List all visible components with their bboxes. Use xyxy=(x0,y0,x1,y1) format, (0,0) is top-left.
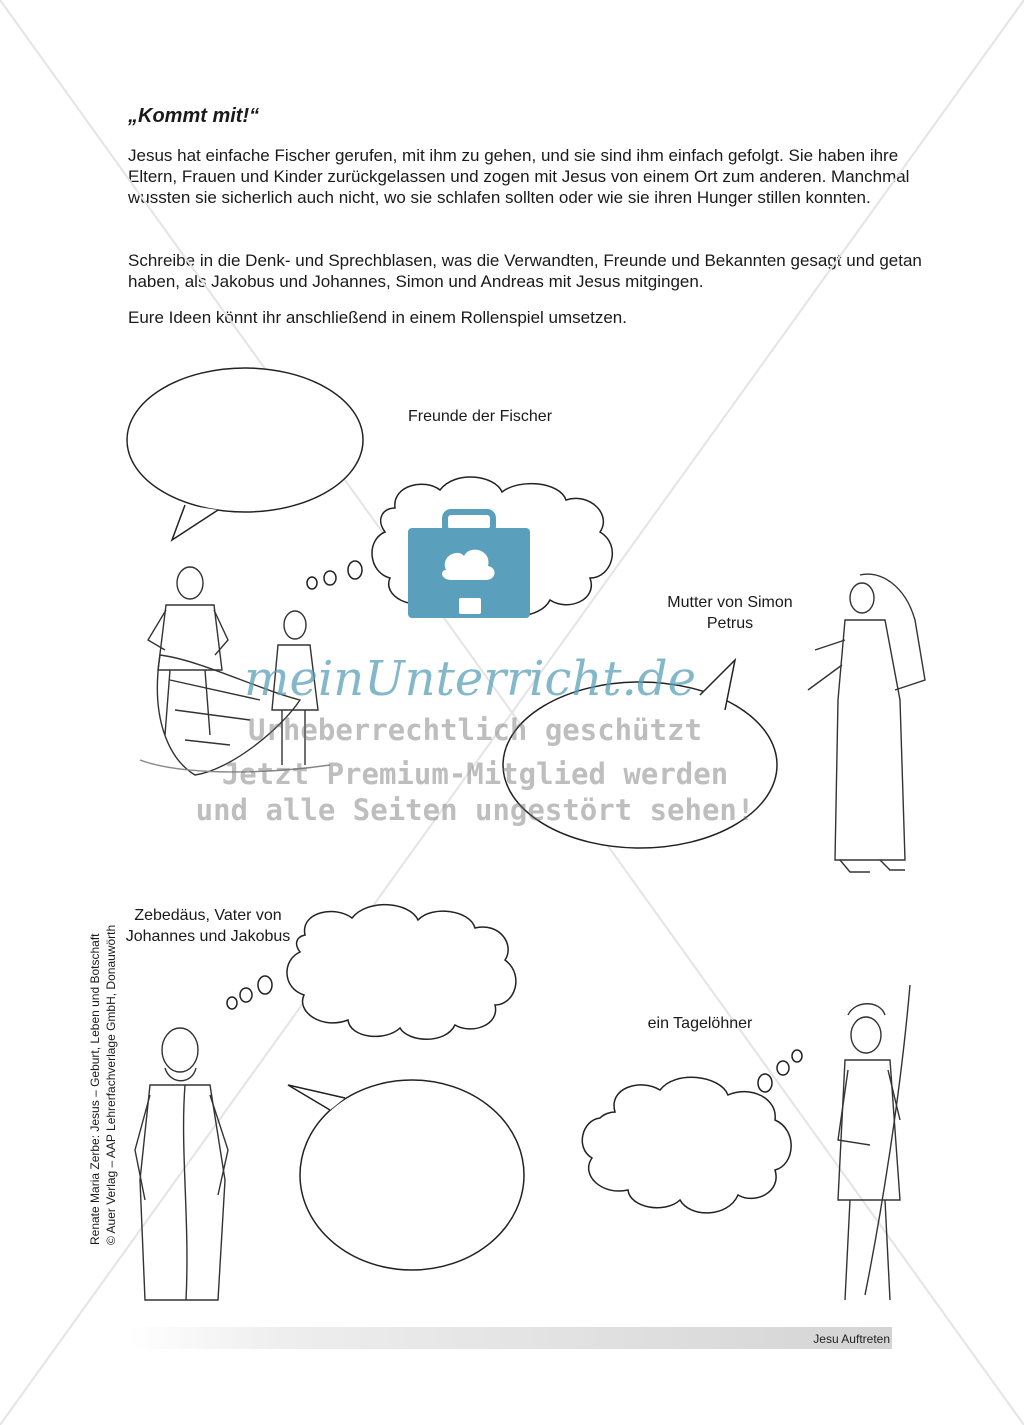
mother-illustration xyxy=(808,574,925,872)
intro-paragraph: Jesus hat einfache Fischer gerufen, mit ihm zu gehen, und sie sind ihm einfach gefolgt. Sie haben ihre Eltern, Frauen und Kinder zurückgelassen und zogen mit Jesus von einem Ort zum anderen. Manchmal wussten sie sicherlich auch nicht, wo sie schlafen sollten oder wie sie ihren Hunger stillen konnten. xyxy=(128,146,910,207)
watermark-line-2: Jetzt Premium-Mitglied werden xyxy=(221,757,729,791)
credit-publisher: © Auer Verlag – AAP Lehrerfachverlage GmbH, Donauwörth xyxy=(104,924,118,1245)
footer-bar xyxy=(128,1327,892,1349)
footer-chapter: Jesu Auftreten xyxy=(813,1332,890,1346)
speech-bubble-zebedee[interactable] xyxy=(288,1080,524,1270)
label-laborer: ein Tagelöhner xyxy=(647,1015,753,1032)
label-friends: Freunde der Fischer xyxy=(407,408,553,425)
side-credit xyxy=(87,915,119,1245)
task-paragraph: Schreibe in die Denk- und Sprechblasen, was die Verwandten, Freunde und Bekannten gesagt und getan haben, als Jakobus und Johannes, Simon und Andreas mit Jesus mitgingen. xyxy=(128,251,922,291)
watermark-brand: meinUnterricht.de xyxy=(244,651,696,707)
credit-author: Renate Maria Zerbe: Jesus – Geburt, Leben und Botschaft xyxy=(88,933,102,1245)
watermark-line-1: Urheberrechtlich geschützt xyxy=(248,713,702,747)
watermark-line-3: und alle Seiten ungestört sehen! xyxy=(195,793,755,827)
page-title: „Kommt mit!“ xyxy=(128,105,260,127)
roleplay-paragraph: Eure Ideen könnt ihr anschließend in einem Rollenspiel umsetzen. xyxy=(128,308,627,327)
label-mother: Mutter von Simon Petrus xyxy=(667,594,793,632)
zebedee-illustration xyxy=(135,1028,228,1300)
label-zebedee: Zebedäus, Vater von Johannes und Jakobus xyxy=(125,907,291,945)
thought-cloud-laborer[interactable] xyxy=(582,1050,802,1213)
speech-bubble-friends[interactable] xyxy=(127,368,363,540)
